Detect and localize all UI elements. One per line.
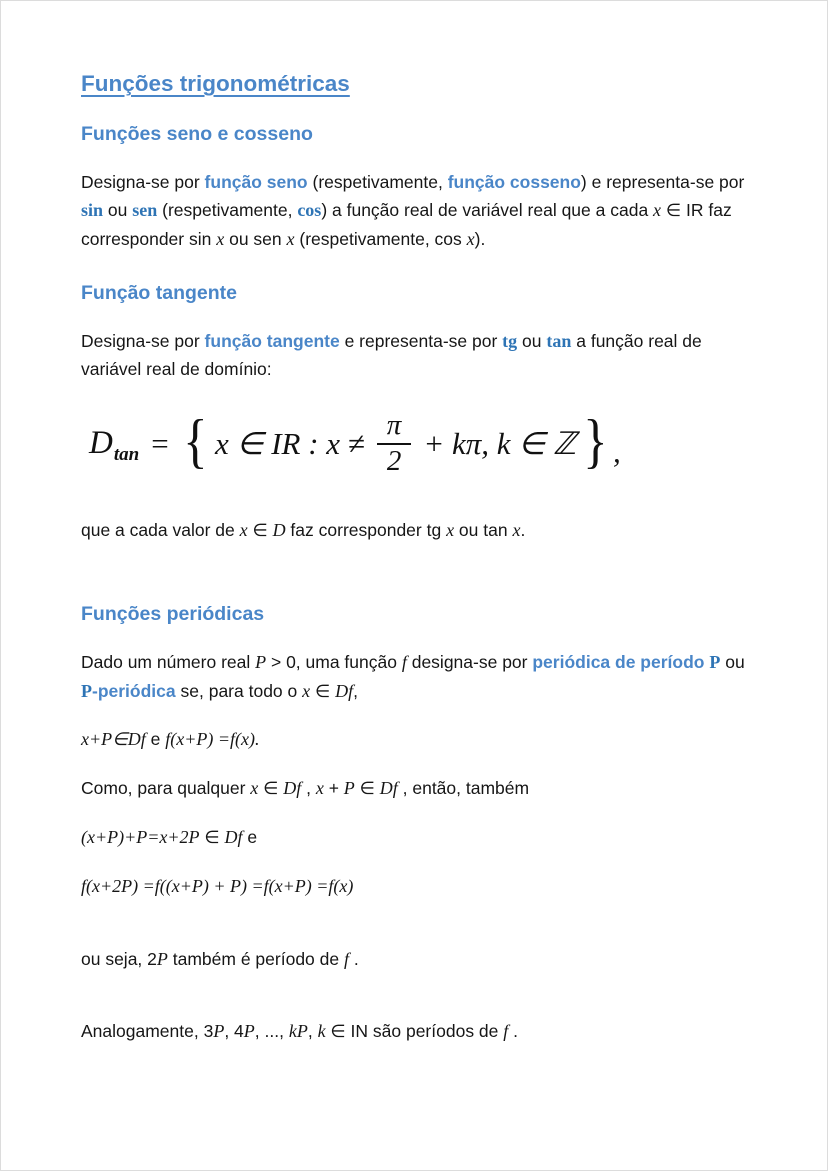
text-segment: ) e representa-se por	[580, 172, 745, 192]
formula-close-brace: }	[583, 407, 608, 474]
styled-text-segment: x	[250, 778, 259, 799]
text-segment: Dado um número real	[81, 651, 256, 672]
text-segment: ∈	[199, 827, 225, 848]
styled-text-segment: cos	[297, 200, 322, 220]
styled-text-segment: f(x+P) =f(x).	[165, 729, 260, 750]
styled-text-segment: x	[315, 778, 324, 799]
text-segment: ,	[307, 1021, 318, 1042]
text-segment: +	[323, 778, 344, 799]
paragraph-tangente-correspondence	[81, 516, 749, 545]
text-segment: ou sen	[224, 228, 287, 249]
text-segment: designa-se por	[406, 651, 533, 672]
text-segment: ,	[301, 778, 316, 799]
formula-body-pre: x ∈ IR : x ≠	[214, 425, 365, 461]
fraction-numerator: π	[386, 409, 402, 442]
styled-text-segment: P	[213, 1021, 225, 1042]
styled-text-segment: Df	[283, 778, 302, 799]
styled-text-segment: P	[709, 651, 721, 672]
styled-text-segment: P	[81, 680, 92, 701]
styled-text-segment: tg	[502, 330, 518, 351]
formula-equals: =	[149, 425, 171, 461]
styled-text-segment: x	[466, 228, 475, 249]
styled-text-segment: P	[156, 948, 168, 969]
paragraph-seno-definition	[81, 168, 749, 254]
styled-text-segment: P	[255, 651, 267, 672]
paragraph-periodicas-analogamente	[81, 1017, 749, 1046]
text-segment: , 4	[224, 1021, 244, 1042]
styled-text-segment: sin	[81, 200, 104, 220]
styled-text-segment: -periódica	[92, 680, 176, 701]
section-heading-seno-cosseno: Funções seno e cosseno	[81, 123, 313, 145]
styled-text-segment: x	[302, 680, 311, 701]
text-segment: ∈ IN são períodos de	[325, 1021, 504, 1042]
text-segment: (respetivamente, cos	[294, 228, 467, 249]
styled-text-segment: função tangente	[204, 330, 340, 351]
text-segment: ∈	[354, 778, 380, 799]
styled-text-segment: x	[239, 520, 248, 541]
text-segment: Analogamente, 3	[81, 1021, 214, 1042]
styled-text-segment: k	[317, 1021, 326, 1042]
paragraph-tangente-definition	[81, 327, 749, 384]
styled-text-segment: função seno	[204, 172, 308, 192]
styled-text-segment: tan	[546, 330, 572, 351]
text-segment: ou tan	[454, 520, 513, 541]
styled-text-segment: x	[512, 520, 521, 541]
formula-domain-tangent	[89, 409, 749, 478]
styled-text-segment: D	[272, 520, 286, 541]
text-segment: e	[145, 729, 166, 750]
text-segment: > 0, uma função	[266, 651, 402, 672]
styled-text-segment: Df	[335, 680, 354, 701]
text-segment: .	[348, 948, 359, 969]
text-segment: ou seja, 2	[81, 948, 157, 969]
text-segment: se, para todo o	[175, 680, 303, 701]
text-segment: Como, para qualquer	[81, 778, 251, 799]
text-segment: , então, também	[397, 778, 530, 799]
text-segment: faz corresponder tg	[285, 520, 447, 541]
formula-body-post: + kπ, k ∈ ℤ	[423, 425, 577, 461]
styled-text-segment: P	[243, 1021, 255, 1042]
styled-text-segment: f	[343, 948, 349, 969]
styled-text-segment: x	[216, 228, 225, 249]
styled-text-segment: periódica de período	[532, 651, 710, 672]
text-segment: , ...,	[254, 1021, 289, 1042]
paragraph-periodicas-como	[81, 774, 749, 803]
styled-text-segment: x	[446, 520, 455, 541]
text-segment: ) a função real de variável real que a cada	[321, 200, 654, 220]
text-segment: ou	[103, 200, 133, 220]
page	[1, 1, 827, 1046]
text-segment: Designa-se por	[81, 172, 205, 192]
styled-text-segment: Df	[224, 827, 243, 848]
styled-text-segment: x+P∈Df	[81, 729, 146, 750]
text-segment: ).	[474, 228, 486, 249]
styled-text-segment: função cosseno	[447, 172, 581, 192]
styled-text-segment: x	[653, 200, 662, 220]
text-segment: e	[242, 827, 258, 848]
styled-text-segment: kP	[288, 1021, 308, 1042]
text-segment: ∈	[258, 778, 284, 799]
text-segment: .	[520, 520, 526, 541]
formula-lhs: D $_{tan}$	[89, 425, 140, 466]
text-segment: .	[508, 1021, 519, 1042]
styled-text-segment: f	[503, 1021, 509, 1042]
text-segment: ou	[517, 330, 547, 351]
section-heading-tangente: Função tangente	[81, 281, 238, 304]
fraction-denominator: 2	[377, 443, 412, 478]
formula-open-brace: {	[183, 407, 208, 474]
paragraph-periodicas-x2p	[81, 823, 749, 852]
formula-subscript: tan	[113, 444, 140, 466]
text-segment: e representa-se por	[339, 330, 503, 351]
styled-text-segment: x	[286, 228, 295, 249]
text-segment: (respetivamente,	[157, 200, 298, 220]
paragraph-periodicas-condition	[81, 725, 749, 754]
styled-text-segment: f	[401, 651, 407, 672]
text-segment: ou	[720, 651, 745, 672]
styled-text-segment: P	[343, 778, 355, 799]
paragraph-periodicas-definition	[81, 648, 749, 706]
text-segment: ∈ IR faz corresponder sin	[81, 200, 732, 249]
text-segment: Designa-se por	[81, 330, 205, 351]
text-segment: que a cada valor de	[81, 520, 240, 541]
section-heading-periodicas: Funções periódicas	[81, 602, 265, 625]
styled-text-segment: (x+P)+P=x+2P	[81, 827, 200, 848]
text-segment: ∈	[310, 680, 336, 701]
document-title: Funções trigonométricas	[81, 71, 350, 96]
paragraph-periodicas-fx2p	[81, 872, 749, 901]
text-segment: (respetivamente,	[307, 172, 448, 192]
text-segment: a função real de variável real de domínio:	[81, 330, 702, 380]
styled-text-segment: Df	[379, 778, 398, 799]
formula-trailing-comma: ,	[612, 434, 621, 470]
paragraph-periodicas-ouseja	[81, 945, 749, 974]
formula-fraction-pi-over-2	[377, 409, 412, 478]
text-segment: também é período de	[167, 948, 344, 969]
styled-text-segment: sen	[132, 200, 158, 220]
document-content	[81, 71, 749, 1046]
text-segment: ,	[353, 680, 358, 701]
text-segment: ∈	[247, 520, 273, 541]
styled-text-segment: f(x+2P) =f((x+P) + P) =f(x+P) =f(x)	[81, 875, 354, 896]
